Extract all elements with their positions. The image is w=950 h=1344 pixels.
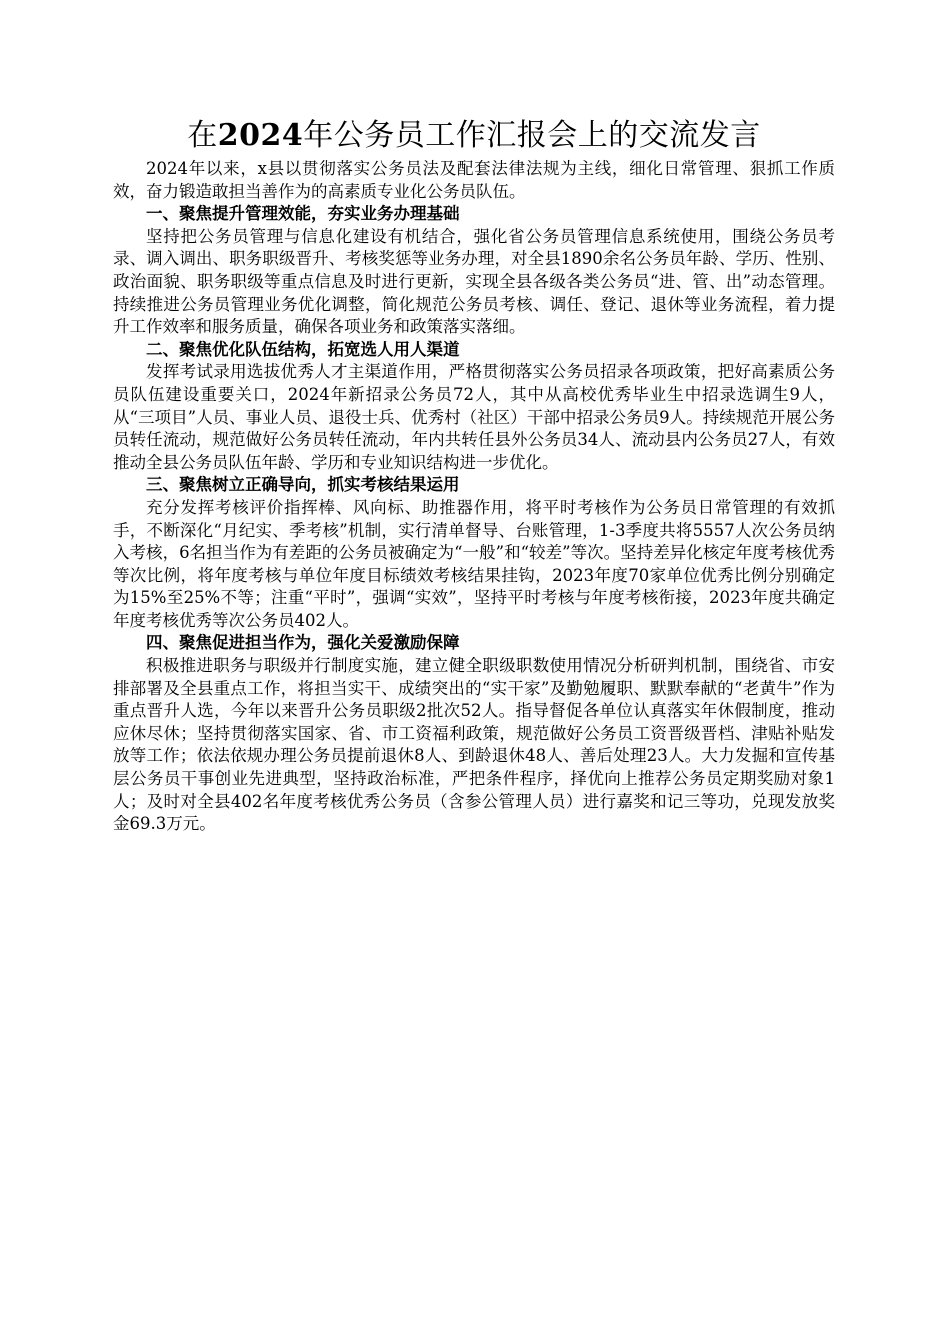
section-heading-1: 一、聚焦提升管理效能，夯实业务办理基础: [146, 204, 460, 224]
section-body-1: 坚持把公务员管理与信息化建设有机结合，强化省公务员管理信息系统使用，围绕公务员考录、调入调出、职务职级晋升、考核奖惩等业务办理，对全县1890余名公务员年龄、学历、性别、政治面貌、职务职级等重点信息及时进行更新，实现全县各级各类公务员“进、管、出”动态管理。持续推进公务员管理业务优化调整，简化规范公务员考核、调任、登记、退休等业务流程，着力提升工作效率和服务质量，确保各项业务和政策落实落细。: [113, 226, 835, 337]
section-body-4: 积极推进职务与职级并行制度实施，建立健全职级职数使用情况分析研判机制，围绕省、市安排部署及全县重点工作，将担当实干、成绩突出的“实干家”及勤勉履职、默默奉献的“老黄牛”作为重点晋升人选，今年以来晋升公务员职级2批次52人。指导督促各单位认真落实年休假制度，推动应休尽休；坚持贯彻落实国家、省、市工资福利政策，规范做好公务员工资晋级晋档、津贴补贴发放等工作；依法依规办理公务员提前退休8人、到龄退休48人、善后处理23人。大力发掘和宣传基层公务员干事创业先进典型，坚持政治标准，严把条件程序，择优向上推荐公务员定期奖励对象1人；及时对全县402名年度考核优秀公务员（含参公管理人员）进行嘉奖和记三等功，兑现发放奖金69.3万元。: [113, 656, 835, 834]
document-page: [113, 116, 835, 836]
title-year: 2024: [217, 118, 304, 153]
section-heading-2: 二、聚焦优化队伍结构，拓宽选人用人渠道: [146, 339, 460, 359]
intro-paragraph: 2024年以来，x县以贯彻落实公务员法及配套法律法规为主线，细化日常管理、狠抓工作质效，奋力锻造敢担当善作为的高素质专业化公务员队伍。: [113, 159, 835, 201]
section-body-2: 发挥考试录用选拔优秀人才主渠道作用，严格贯彻落实公务员招录各项政策，把好高素质公务员队伍建设重要关口，2024年新招录公务员72人，其中从高校优秀毕业生中招录选调生9人，从“三项目”人员、事业人员、退役士兵、优秀村（社区）干部中招录公务员9人。持续规范开展公务员转任流动，规范做好公务员转任流动，年内共转任县外公务员34人、流动县内公务员27人，有效推动全县公务员队伍年龄、学历和专业知识结构进一步优化。: [113, 362, 835, 472]
section-heading-4: 四、聚焦促进担当作为，强化关爱激励保障: [146, 633, 460, 653]
title-prefix: 在: [187, 118, 218, 153]
section-heading-3: 三、聚焦树立正确导向，抓实考核结果运用: [146, 475, 460, 495]
document-title: [113, 116, 835, 156]
title-suffix: 年公务员工作汇报会上的交流发言: [303, 118, 761, 153]
section-body-3: 充分发挥考核评价指挥棒、风向标、助推器作用，将平时考核作为公务员日常管理的有效抓手，不断深化“月纪实、季考核”机制，实行清单督导、台账管理，1-3季度共将5557人次公务员纳入考核，6名担当作为有差距的公务员被确定为“一般”和“较差”等次。坚持差异化核定年度考核优秀等次比例，将年度考核与单位年度目标绩效考核结果挂钩，2023年度70家单位优秀比例分别确定为15%至25%不等；注重“平时”，强调“实效”，坚持平时考核与年度考核衔接，2023年度共确定年度考核优秀等次公务员402人。: [113, 497, 835, 630]
